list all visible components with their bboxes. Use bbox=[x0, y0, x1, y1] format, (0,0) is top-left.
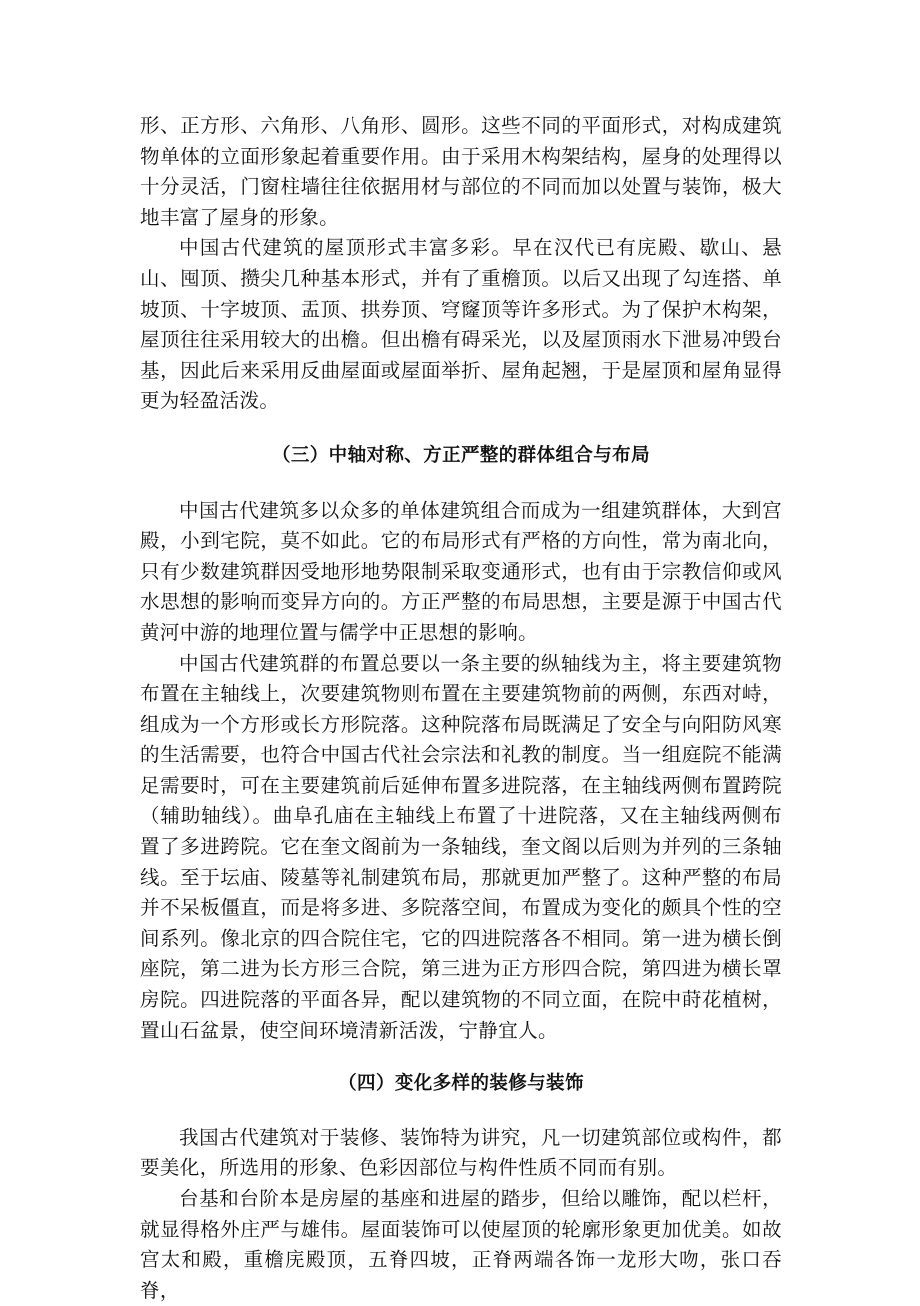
paragraph-plan-forms: 形、正方形、六角形、八角形、圆形。这些不同的平面形式，对构成建筑物单体的立面形象起着重要作用。由于采用木构架结构，屋身的处理得以十分灵活，门窗柱墙往往依据用材与部位的不同而加以处置与装饰，极大地丰富了屋身的形象。 bbox=[140, 114, 782, 229]
paragraph-roof-forms: 中国古代建筑的屋顶形式丰富多彩。早在汉代已有庑殿、歇山、悬山、囤顶、攒尖几种基本形式，并有了重檐顶。以后又出现了勾连搭、单坡顶、十字坡顶、盂顶、拱券顶、穹窿顶等许多形式。为了保护木构架，屋顶往往采用较大的出檐。但出檐有碍采光，以及屋顶雨水下泄易冲毁台基，因此后来采用反曲屋面或屋面举折、屋角起翘，于是屋顶和屋角显得更为轻盈活泼。 bbox=[140, 236, 782, 413]
paragraph-axis-layout: 中国古代建筑群的布置总要以一条主要的纵轴线为主，将主要建筑物布置在主轴线上，次要建筑物则布置在主要建筑物前的两侧，东西对峙，组成为一个方形或长方形院落。这种院落布局既满足了安全与向阳防风寒的生活需要，也符合中国古代社会宗法和礼教的制度。当一组庭院不能满足需要时，可在主要建筑前后延伸布置多进院落，在主轴线两侧布置跨院（辅助轴线）。曲阜孔庙在主轴线上布置了十进院落，又在主轴线两侧布置了多进跨院。它在奎文阁前为一条轴线，奎文阁以后则为并列的三条轴线。至于坛庙、陵墓等礼制建筑布局，那就更加严整了。这种严整的布局并不呆板僵直，而是将多进、多院落空间，布置成为变化的颇具个性的空间系列。像北京的四合院住宅，它的四进院落各不相同。第一进为横长倒座院，第二进为长方形三合院，第三进为正方形四合院，第四进为横长罩房院。四进院落的平面各异，配以建筑物的不同立面，在院中莳花植树，置山石盆景，使空间环境清新活泼，宁静宜人。 bbox=[140, 651, 782, 1042]
paragraph-decoration-intro: 我国古代建筑对于装修、装饰特为讲究，凡一切建筑部位或构件，都要美化，所选用的形象、色彩因部位与构件性质不同而有别。 bbox=[140, 1125, 782, 1180]
paragraph-platform-decoration: 台基和台阶本是房屋的基座和进屋的踏步，但给以雕饰，配以栏杆，就显得格外庄严与雄伟。屋面装饰可以使屋顶的轮廓形象更加优美。如故宫太和殿，重檐庑殿顶，五脊四坡，正脊两端各饰一龙形大吻，张口吞脊， bbox=[140, 1187, 782, 1302]
paragraph-group-layout: 中国古代建筑多以众多的单体建筑组合而成为一组建筑群体，大到宫殿，小到宅院，莫不如此。它的布局形式有严格的方向性，常为南北向，只有少数建筑群因受地形地势限制采取变通形式，也有由于宗教信仰或风水思想的影响而变异方向的。方正严整的布局思想，主要是源于中国古代黄河中游的地理位置与儒学中正思想的影响。 bbox=[140, 498, 782, 644]
section-heading-3: （三）中轴对称、方正严整的群体组合与布局 bbox=[271, 444, 650, 466]
document-page bbox=[140, 111, 782, 1306]
section-heading-4: （四）变化多样的装修与装饰 bbox=[338, 1073, 584, 1095]
